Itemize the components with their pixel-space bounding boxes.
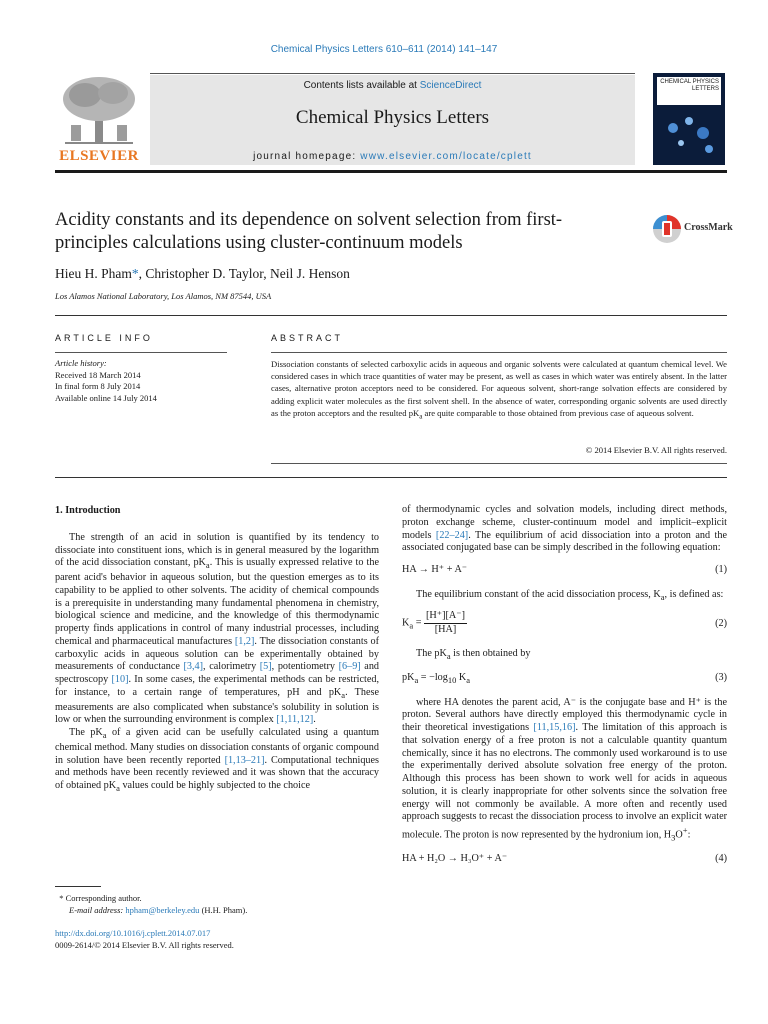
section-heading: 1. Introduction <box>55 505 121 516</box>
journal-title: Chemical Physics Letters <box>295 107 490 128</box>
journal-cover-thumbnail[interactable] <box>653 73 725 165</box>
abstract-copyright: © 2014 Elsevier B.V. All rights reserved. <box>585 445 727 455</box>
online-date: Available online 14 July 2014 <box>55 392 157 403</box>
history-label: Article history: <box>55 358 107 368</box>
article-history <box>55 358 157 404</box>
equation-3 <box>402 667 727 691</box>
body-column-right <box>402 504 727 878</box>
journal-reference-link[interactable]: Chemical Physics Letters 610–611 (2014) 141–147 <box>270 44 498 55</box>
equation-number: (4) <box>715 853 727 865</box>
authors-rest: , Christopher D. Taylor, Neil J. Henson <box>138 266 350 281</box>
citation-link[interactable]: [1,11,12] <box>276 714 314 726</box>
rule <box>55 477 727 478</box>
citation-link[interactable]: [1,13–21] <box>224 754 265 766</box>
affiliation: Los Alamos National Laboratory, Los Alamos, NM 87544, USA <box>55 291 272 301</box>
equation-body: $K_a$ = $\frac{[H^+][A^-]}{[HA]}$ <box>402 609 466 635</box>
final-form-date: In final form 8 July 2014 <box>55 381 141 391</box>
equation-number: (1) <box>715 564 727 575</box>
abstract-sub: a <box>419 412 423 421</box>
email-link[interactable]: hpham@berkeley.edu <box>125 905 200 915</box>
author-list <box>55 266 350 282</box>
sciencedirect-link[interactable]: ScienceDirect <box>419 80 482 91</box>
equation-1 <box>402 559 727 583</box>
contents-line <box>150 80 635 91</box>
footnote <box>55 892 247 916</box>
crossmark-label: CrossMark <box>684 222 733 233</box>
equation-4 <box>402 848 727 872</box>
abstract-text <box>271 358 727 423</box>
elsevier-logo <box>55 73 143 165</box>
article-info-heading: ARTICLE INFO <box>55 333 153 343</box>
cover-art-icon <box>653 73 725 165</box>
doi-block <box>55 928 234 951</box>
paragraph: The strength of an acid in solution is quantified by its tendency to dissociate into constituent ions, which is in general measured by the logarithm of the acid dissociation constant, $pK_a$. This is usually expressed relative to the parent acid's behavior in aqueous solution, but the question emerges as to its capability to be applied to other solvents. The acidity of chemical compounds is a prerequisite in understanding many fundamental phenomena in chemistry, biological science and medicine, and the knowledge of this thermodynamic property finds applications in control of many industrial processes, including chemical and pharmaceutical manufactures [1,2]. The dissociation constants of carboxylic acids in aqueous solution can be experimentally obtained by measurements of conductance [3,4], calorimetry [5], potentiometry [6–9] and spectroscopy [10]. In some cases, the experimental methods can be restricted, for instance, to a certain range of temperatures, pH and $pK_a$. These measurements are also complicated when substance's solubility in solution is low or when the surrounding environment is complex [1,11,12]. <box>55 531 380 726</box>
crossmark-icon <box>652 212 682 246</box>
equation-body: HA → H⁺ + A⁻ <box>402 564 468 575</box>
equation-number: (3) <box>715 671 727 683</box>
issn-line: 0009-2614/© 2014 Elsevier B.V. All rights reserved. <box>55 939 234 950</box>
citation-link[interactable]: [22–24] <box>435 529 469 541</box>
footnote-rule <box>55 886 101 887</box>
citation-link[interactable]: [3,4] <box>183 661 204 673</box>
equation-number: (2) <box>715 617 727 629</box>
crossmark-badge[interactable] <box>652 212 732 246</box>
homepage-link[interactable]: www.elsevier.com/locate/cplett <box>360 151 532 162</box>
corresponding-author-mark[interactable]: * <box>131 266 139 281</box>
rule <box>271 352 727 353</box>
paragraph: The $pK_a$ of a given acid can be usefully calculated using a quantum chemical method. Many studies on dissociation constants of organic compound in solution have been recently reported [1,13–21]. Computational techniques and methods have been recently reviewed and it was shown that the accuracy of obtained $pK_a$ values could be highly subjected to the choice <box>55 727 379 794</box>
citation-link[interactable]: [6–9] <box>338 661 361 673</box>
abstract-part: are quite comparable to those obtained from previous case of aqueous solvent. <box>422 407 694 418</box>
journal-homepage-line <box>150 151 635 162</box>
paragraph: where HA denotes the parent acid, A⁻ is the conjugate base and H⁺ is the proton. Several authors have directly employed this thermodynamic cycle in their theoretical investigations [11,15,16]. The limitation of this approach is that solvation energy of a free proton is not a calculable quantity quantum chemically, since it has no electrons. The commonly used workaround is to use the experimentally derived absolute solvation free energy of the proton. Although this process has been shown to work well for acids in aqueous solution, it is clearly inappropriate for other solvents since the solvation free energy will not commonly be available. A more often and recently used approach suggests to recast the dissociation process to involve an explicit water molecule. The proton is now represented by the hydronium ion, $H_3O^+$: <box>402 696 727 843</box>
citation-link[interactable]: [1,2] <box>234 635 255 647</box>
corresponding-note: * Corresponding author. <box>55 893 142 903</box>
citation-link[interactable]: [5] <box>259 661 272 673</box>
rule <box>55 315 727 316</box>
header-thick-rule <box>55 170 727 173</box>
email-note: E-mail address: hpham@berkeley.edu (H.H. Pham). <box>69 905 248 915</box>
equation-body: HA + H₂O → H₃O⁺ + A⁻ <box>402 853 508 865</box>
tree-logo-icon <box>55 73 143 149</box>
elsevier-wordmark: ELSEVIER <box>59 148 139 164</box>
abstract-heading: ABSTRACT <box>271 333 344 343</box>
contents-prefix: Contents lists available at <box>303 80 420 91</box>
equation-body: $pK_a = -\log_{10}$ $K_a$ <box>402 671 471 685</box>
rule <box>55 352 227 353</box>
abstract-part: Dissociation constants of selected carboxylic acids in aqueous and organic solvents were calculated at quantum chemical level. We considered cases in which trace quantities of water may be present, as well as cases in which water was entirely absent. In the latter cases, alternative proton acceptors need to be considered. For aqueous solvent, short-range solvation effects are considered by adding explicit water molecules as the first solvent shell. In the absence of water, corresponding organic solvents are used directly as the proton acceptors and the resulted pK <box>271 359 727 418</box>
citation-link[interactable]: [10] <box>111 674 129 686</box>
rule <box>271 463 727 464</box>
body-column-left <box>55 505 379 795</box>
received-date: Received 18 March 2014 <box>55 369 141 380</box>
paragraph: The equilibrium constant of the acid dissociation process, $K_a$, is defined as: <box>416 589 724 603</box>
cover-title: CHEMICAL PHYSICS LETTERS <box>660 79 719 92</box>
paragraph: of thermodynamic cycles and solvation models, including direct methods, proton exchange scheme, cluster-continuum model and implicit–explicit models [22–24]. The equilibrium of acid dissociation into a proton and the associated conjugated base can be simply described in the following equation: <box>402 504 727 554</box>
header-top-rule <box>150 73 635 74</box>
paragraph: The $pK_a$ is then obtained by <box>416 647 531 661</box>
author-1: Hieu H. Pham <box>55 266 132 281</box>
citation-link[interactable]: [11,15,16] <box>533 722 576 734</box>
doi-link[interactable]: http://dx.doi.org/10.1016/j.cplett.2014.07.017 <box>55 928 211 938</box>
equation-2 <box>402 608 727 642</box>
homepage-prefix: journal homepage: <box>253 151 361 162</box>
article-title: Acidity constants and its dependence on solvent selection from first-principles calculations using cluster-continuum models <box>55 210 563 253</box>
